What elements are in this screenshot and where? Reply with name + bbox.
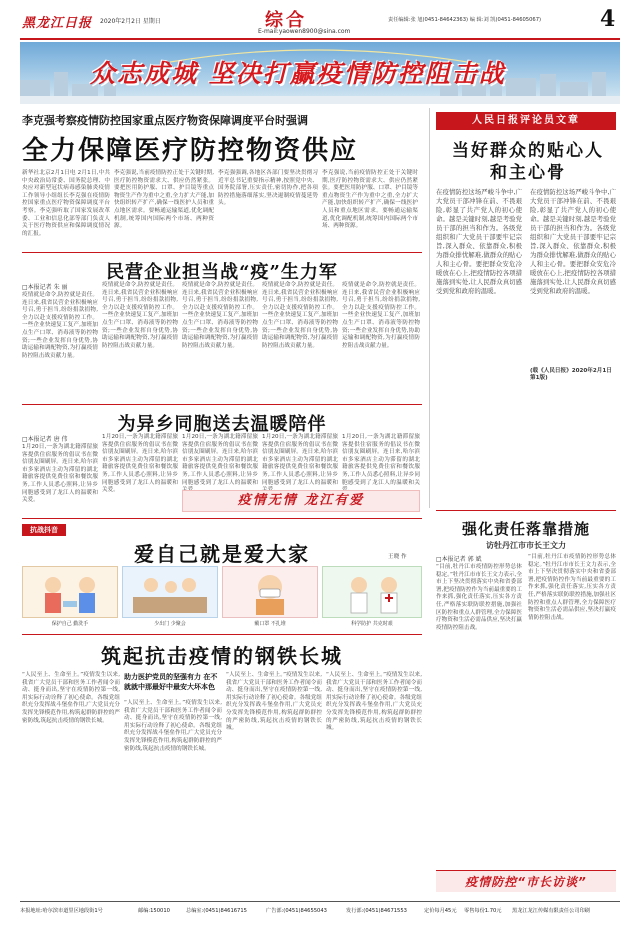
slogan-box: [182, 490, 420, 512]
commentary-body-col2: 在疫情防控这场严峻斗争中,广大党员干部冲锋在前、不畏艰险,彰显了共产党人的初心使命。越是关键时刻,越是考验党员干部的担当和作为。各级党组织和广大党员干部要牢记宗旨,深入群众、依靠群众,积极为群众排忧解难,做群众的贴心人和主心骨。要把群众安危冷暖放在心上,把疫情防控各项措施落到实处,让人民群众真切感受到党和政府的温暖。: [530, 188, 616, 295]
masthead-date: 2020年2月2日 星期日: [100, 18, 161, 25]
comic-caption: 科学防护 共克时艰: [351, 621, 393, 627]
comic-panel: [222, 566, 318, 618]
footer-postcode: 邮编:150010: [138, 908, 170, 914]
mask-icon: [223, 567, 317, 617]
enterprise-body-col2: 疫情就是命令,防控就是责任。连日来,我省民营企业积极响应号召,勇于担当,纷纷捐款捐物,全力以赴支援疫情防控工作。一些企业快速复工复产,加班加点生产口罩、消毒液等防控物资;一些企业发挥自身优势,协助运输和调配物资,为打赢疫情防控阻击战贡献力量。: [102, 282, 178, 349]
footer-printer: 黑龙江龙江传媒有限责任公司印刷: [512, 908, 590, 914]
enterprise-headline: 民营企业担当战“疫”生力军: [106, 262, 338, 283]
footer-distribution: 发行部:(0451)84671553: [346, 908, 407, 914]
story-author: 王晓 作: [388, 554, 407, 560]
footer-editorial: 总编室:(0451)84616715: [186, 908, 247, 914]
masthead-email: E-mail:yaowen8900@sina.com: [258, 28, 351, 35]
feature-body-col4: “人民至上、生命至上。”疫情发生以来,我省广大党员干部和医务工作者闻令而动、挺身而出,坚守在疫情防控第一线,用实际行动诠释了初心使命。各级党组织充分发挥战斗堡垒作用,广大党员充分发挥先锋模范作用,构筑起群防群控的严密防线,筑起抗击疫情的钢铁长城。: [326, 672, 422, 732]
lead-body-col3: 李克强强调,各地区各部门要坚决贯彻习近平总书记重要指示精神,按照党中央、国务院部署,压实责任,密切协作,把各项防控措施落细落实,坚决遏制疫情蔓延势头。: [218, 170, 318, 207]
comic-caption: 少出门 少聚会: [154, 621, 186, 627]
migrant-body-col3: 1月20日,一条为湖北籍滞留旅客提供住宿服务的倡议书在微信朋友圈刷屏。连日来,哈尔滨市多家酒店主动为滞留的湖北籍旅客提供免费住宿和餐饮服务,工作人员悉心照料,让异乡同胞感受到了龙江人的温暖和: [182, 434, 258, 486]
feature-rule: [22, 634, 422, 635]
page-number: 4: [600, 6, 616, 32]
right-feature-rule: [436, 510, 616, 511]
hand-washing-icon: [23, 567, 117, 617]
masthead-rule: [20, 38, 620, 40]
footer-price: 定价每月45元: [424, 908, 457, 914]
footer: [20, 905, 620, 917]
comic-panel: [122, 566, 218, 618]
footer-address: 本报地址:哈尔滨市道里区地段街1号: [20, 908, 103, 914]
commentary-divider: [429, 108, 430, 508]
right-feature-headline: 强化责任落靠措施: [461, 520, 590, 538]
feature-body-col1: “人民至上、生命至上。”疫情发生以来,我省广大党员干部和医务工作者闻令而动、挺身而出,坚守在疫情防控第一线,用实际行动诠释了初心使命。各级党组织充分发挥战斗堡垒作用,广大党员充分发挥先锋模范作用,构筑起群防群控的严密防线,筑起抗击疫情的钢铁长城。: [22, 672, 120, 724]
comic-panel: [22, 566, 118, 618]
lead-body-col4: 李克强说,当前疫情防控正处于关键时期,医疗防控物资需求大、供应仍然紧张。要把医用防护服、口罩、护目镜等重点物资生产作为重中之重,全力扩大产能,加快组织转产扩产,确保一线医护人员和重点地区需求。要畅通运输渠道,优化调配机制,统筹国内国际两个市场、两种资源。: [322, 170, 418, 230]
doctor-icon: [323, 567, 421, 617]
banner-slogan: 众志成城 坚决打赢疫情防控阻击战: [90, 59, 506, 88]
enterprise-byline: □本报记者 朱 丽: [22, 284, 68, 291]
migrant-body-col5: 1月20日,一条为湖北籍滞留旅客提供住宿服务的倡议书在微信朋友圈刷屏。连日来,哈尔滨市多家酒店主动为滞留的湖北籍旅客提供免费住宿和餐饮服务,工作人员悉心照料,让异乡同胞感受到了龙江人的温暖和关: [342, 434, 420, 486]
feature-headline: 筑起抗击疫情的钢铁长城: [101, 644, 343, 668]
commentary-body-col1: 在疫情防控这场严峻斗争中,广大党员干部冲锋在前、不畏艰险,彰显了共产党人的初心使命。越是关键时刻,越是考验党员干部的担当和作为。各级党组织和广大党员干部要牢记宗旨,深入群众、依靠群众,积极为群众排忧解难,做群众的贴心人和主心骨。要把群众安危冷暖放在心上,把疫情防控各项措施落到实处,让人民群众真切感受到党和政府的温暖。: [436, 188, 522, 295]
story-headline: 爱自己就是爱大家: [134, 542, 310, 566]
mayor-interview-banner: [436, 870, 616, 892]
migrant-byline: □本报记者 唐 伟: [22, 436, 68, 443]
right-feature-byline: □本报记者 郭 斌: [436, 556, 482, 563]
enterprise-rule: [22, 252, 422, 253]
enterprise-body-col1: 疫情就是命令,防控就是责任。连日来,我省民营企业积极响应号召,勇于担当,纷纷捐款捐物,全力以赴支援疫情防控工作。一些企业快速复工复产,加班加点生产口罩、消毒液等防控物资;一些企业发挥自身优势,协助运输和调配物资,为打赢疫情防控阻击战贡献力量。: [22, 292, 98, 359]
enterprise-body-col3: 疫情就是命令,防控就是责任。连日来,我省民营企业积极响应号召,勇于担当,纷纷捐款捐物,全力以赴支援疫情防控工作。一些企业快速复工复产,加班加点生产口罩、消毒液等防控物资;一些企业发挥自身优势,协助运输和调配物资,为打赢疫情防控阻击战贡献力量。: [182, 282, 258, 349]
commentary-headline: 当好群众的贴心人和主心骨: [452, 141, 604, 183]
comic-panel: [322, 566, 422, 618]
slogan-box-text: 疫情无情 龙江有爱: [237, 493, 365, 508]
migrant-headline: 为异乡同胞送去温暖陪伴: [117, 414, 327, 435]
lead-headline: 全力保障医疗防控物资供应: [22, 136, 359, 166]
enterprise-body-col4: 疫情就是命令,防控就是责任。连日来,我省民营企业积极响应号召,勇于担当,纷纷捐款捐物,全力以赴支援疫情防控工作。一些企业快速复工复产,加班加点生产口罩、消毒液等防控物资;一些企业发挥自身优势,协助运输和调配物资,为打赢疫情防控阻击战贡献力量。: [262, 282, 338, 349]
lead-body-col2: 李克强说,当前疫情防控正处于关键时期,医疗防控物资需求大、供应仍然紧张。要把医用防护服、口罩、护目镜等重点物资生产作为重中之重,全力扩大产能,加快组织转产扩产,确保一线医护人员和重点地区需求。要畅通运输渠道,优化调配机制,统筹国内国际两个市场、两种资源。: [114, 170, 214, 230]
feature-subhead: 助力医护党员的坚强有力 在不就就中那最好中最安大坏本色: [124, 672, 218, 691]
feature-body-col3: “人民至上、生命至上。”疫情发生以来,我省广大党员干部和医务工作者闻令而动、挺身而出,坚守在疫情防控第一线,用实际行动诠释了初心使命。各级党组织充分发挥战斗堡垒作用,广大党员充分发挥先锋模范作用,构筑起群防群控的严密防线,筑起抗击疫情的钢铁长城。: [226, 672, 322, 732]
mayor-interview-banner-text: 疫情防控“市长访谈”: [465, 875, 587, 889]
right-feature-subhead: 访牡丹江市市长王文力: [486, 540, 566, 550]
migrant-body-col4: 1月20日,一条为湖北籍滞留旅客提供住宿服务的倡议书在微信朋友圈刷屏。连日来,哈尔滨市多家酒店主动为滞留的湖北籍旅客提供免费住宿和餐饮服务,工作人员悉心照料,让异乡同胞感受到了龙江人的温暖和: [262, 434, 338, 486]
feature-body-col2: “人民至上、生命至上。”疫情发生以来,我省广大党员干部和医务工作者闻令而动、挺身而出,坚守在疫情防控第一线,用实际行动诠释了初心使命。各级党组织充分发挥战斗堡垒作用,广大党员充分发挥先锋模范作用,构筑起群防群控的严密防线,筑起抗击疫情的钢铁长城。: [124, 700, 222, 752]
footer-rule: [20, 901, 620, 902]
footer-ad: 广告部:(0451)84655043: [266, 908, 327, 914]
story-rule: [22, 518, 422, 519]
comic-caption: 戴口罩 不扎堆: [254, 621, 286, 627]
right-feature-body-col1: “目前,牡丹江市疫情防控形势总体稳定。”牡丹江市市长王文力表示,全市上下坚决贯彻落实中央和省委部署,把疫情防控作为当前最重要的工作来抓,强化责任落实,压实各方责任,严格落实联防联控措施,加强社区防控和重点人群管理,全力保障医疗物资和生活必需品供应,坚决打赢疫情防控阻击战。: [436, 564, 522, 631]
banner: [20, 42, 620, 104]
masthead-logo: 黑龙江日报: [22, 16, 93, 31]
lead-kicker: 李克强考察疫情防控国家重点医疗物资保障调度平台时强调: [22, 114, 308, 127]
comic-caption: 保护自己 勤洗手: [51, 621, 89, 627]
commentary-tag: [436, 112, 616, 130]
footer-retail: 零售每份1.70元: [464, 908, 502, 914]
migrant-body-col1: 1月20日,一条为湖北籍滞留旅客提供住宿服务的倡议书在微信朋友圈刷屏。连日来,哈尔滨市多家酒店主动为滞留的湖北籍旅客提供免费住宿和餐饮服务,工作人员悉心照料,让异乡同胞感受到了龙江人的温暖和关爱。: [22, 444, 98, 504]
story-tag: [22, 524, 66, 536]
comic-strip: [22, 566, 422, 628]
family-icon: [123, 567, 217, 617]
masthead: [0, 0, 640, 42]
commentary-source: (载《人民日报》2020年2月1日 第1版): [530, 368, 612, 381]
migrant-rule: [22, 404, 422, 405]
section-title: 综合: [265, 10, 307, 31]
story-tag-label: 抗战抖音: [30, 526, 58, 534]
masthead-editors: 责任编辑:张 旭(0451-84642363) 编 辑:刘 凯(0451-84605067): [388, 17, 542, 23]
enterprise-body-col5: 疫情就是命令,防控就是责任。连日来,我省民营企业积极响应号召,勇于担当,纷纷捐款捐物,全力以赴支援疫情防控工作。一些企业快速复工复产,加班加点生产口罩、消毒液等防控物资;一些企业发挥自身优势,协助运输和调配物资,为打赢疫情防控阻击战贡献力量。: [342, 282, 420, 349]
right-feature-body-col2: “目前,牡丹江市疫情防控形势总体稳定。”牡丹江市市长王文力表示,全市上下坚决贯彻落实中央和省委部署,把疫情防控作为当前最重要的工作来抓,强化责任落实,压实各方责任,严格落实联防联控措施,加强社区防控和重点人群管理,全力保障医疗物资和生活必需品供应,坚决打赢疫情防控阻击战。: [528, 554, 616, 621]
migrant-body-col2: 1月20日,一条为湖北籍滞留旅客提供住宿服务的倡议书在微信朋友圈刷屏。连日来,哈尔滨市多家酒店主动为滞留的湖北籍旅客提供免费住宿和餐饮服务,工作人员悉心照料,让异乡同胞感受到了龙江人的温暖和关爱。: [102, 434, 178, 494]
commentary-tag-label: 人民日报评论员文章: [472, 115, 580, 126]
lead-body-col1: 新华社北京2月1日电 2月1日,中共中央政治局常委、国务院总理、中央应对新型冠状病毒感染肺炎疫情工作领导小组组长李克强在疫情防控国家重点医疗物资保障调度平台考察。李克强听取了国家发展改革委、工业和信息化部等部门负责人关于医疗物资供应和保障调度情况的汇报。: [22, 170, 110, 237]
